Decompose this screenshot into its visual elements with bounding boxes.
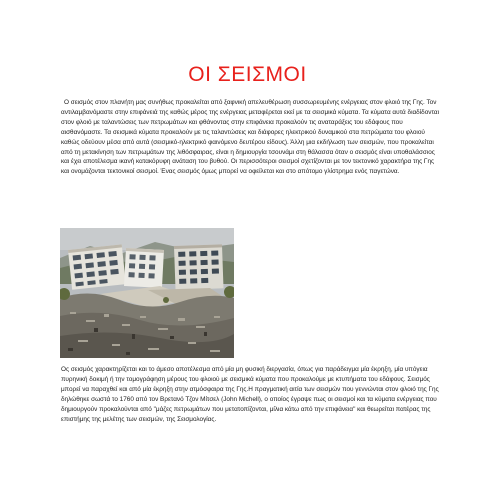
earthquake-photo-image (60, 228, 234, 358)
paragraph-history: Ος σεισμός χαρακτηρίζεται και το άμεσο αποτέλεσμα από μία μη φυσική διεργασία, όπως για παράδειγμα μία έκρηξη, μία υπόγεια πυρηνική δοκιμή ή την τομογράφηση μέρους του φλοιού με σεισμικά κύματα που προκαλούμε με κτυπήματα του εδάφους. Σεισμός μπορεί να παραχθεί και από μία έκρηξη στην ατμόσφαιρα της Γης.Η πραγματική αιτία των σεισμών που γεννώνται στον φλοιό της Γης δηλώθηκε σωστά το 1760 από τον Βρετανό Τζον Μίτσελ (John Michell), ο οποίος έγραψε πως οι σεισμοί και τα κύματα ενέργειας που δημιουργούν προκαλούνται από "μάζες πετρωμάτων που μετατοπίζονται, μίλια κάτω από την επιφάνεια" και θεωρείται πατέρας της επιστήμης της μελέτης των σεισμών, της Σεισμολογίας. (61, 366, 439, 423)
earthquake-photo (60, 228, 234, 358)
paragraph-intro: Ο σεισμός στον πλανήτη μας συνήθως προκαλείται από ξαφνική απελευθέρωση συσσωρευμένης ενέργειας στον φλοιό της Γης. Τον αντιλαμβανόμαστε στην επιφάνειά της καθώς μέρος της ενέργειας μεταφέρεται εκεί με τα σεισμικά κύματα. Τα κύματα αυτά διαδίδονται στον φλοιό με ταλαντώσεις των πετρωμάτων και φθάνοντας στην επιφάνεια προκαλούν τις αναταράξεις του εδάφους που αισθανόμαστε. Τα σεισμικά κύματα προκαλούν με τις ταλαντώσεις και διάφορες ηλεκτρικού δυναμικού στα πετρώματα του φλοιού καθώς οδεύουν μέσα από αυτά (σεισμικό-ηλεκτρικό φαινόμενο δευτέρου είδους). Άλλη μια εκδήλωση των σεισμών, που προκαλείται από τη μετακίνηση των πετρωμάτων της λιθόσφαιρας, είναι η δημιουργία τσουνάμι στη θάλασσα όταν ο σεισμός είναι υποθαλάσσιος και έχει αποτέλεσμα ικανή κατακόρυφη ανάταση του βυθού. Οι περισσότεροι σεισμοί σχετίζονται με τον τεκτονικό χαρακτήρα της Γης και ονομάζονται τεκτονικοί σεισμοί. Ένας σεισμός όμως μπορεί να οφείλεται και στο απότομο γλίστρημα ενός παγετώνα. (61, 99, 440, 176)
page-title: ΟΙ ΣΕΙΣΜΟΙ (188, 63, 307, 86)
